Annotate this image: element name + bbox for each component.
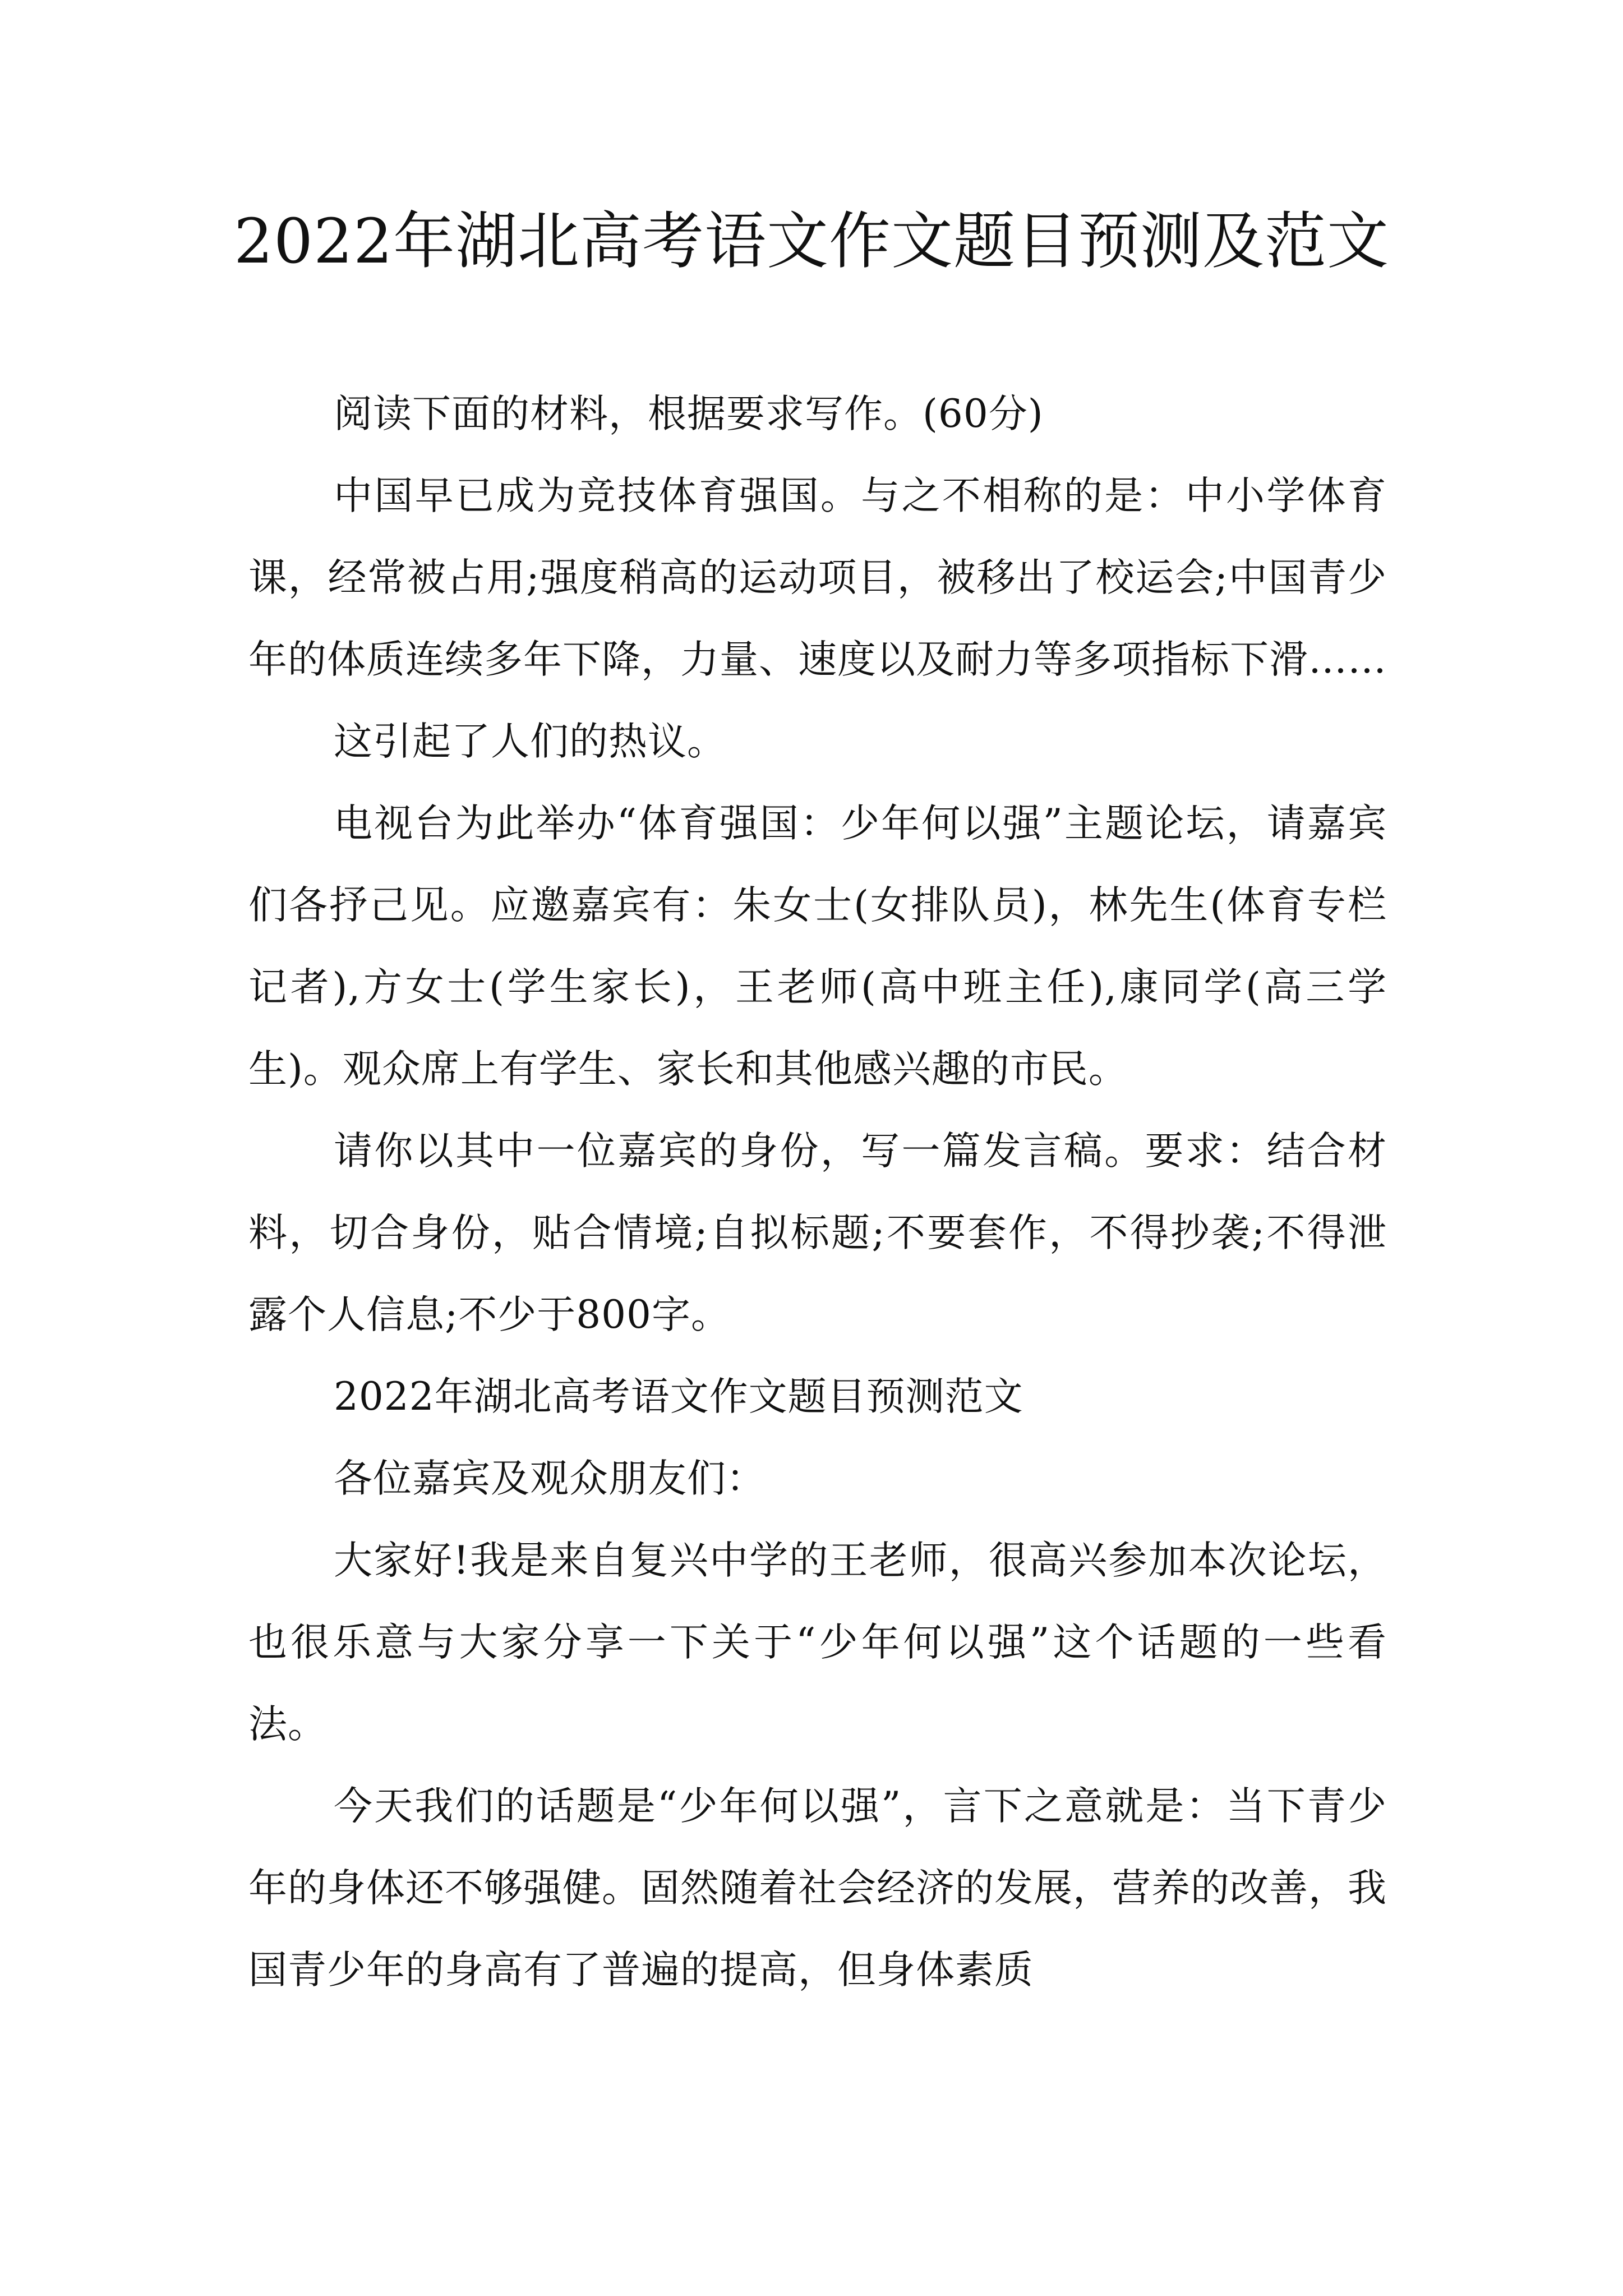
paragraph-requirements: 请你以其中一位嘉宾的身份，写一篇发言稿。要求：结合材料，切合身份，贴合情境;自拟标题;不要套作，不得抄袭;不得泄露个人信息;不少于800字。 [248, 1129, 1387, 1337]
paragraph-topic: 今天我们的话题是“少年何以强”，言下之意就是：当下青少年的身体还不够强健。固然随着社会经济的发展，营养的改善，我国青少年的身高有了普遍的提高，但身体素质 [248, 1784, 1387, 1993]
paragraph-greeting: 各位嘉宾及观众朋友们： [334, 1456, 766, 1501]
paragraph-introduction: 大家好!我是来自复兴中学的王老师，很高兴参加本次论坛，也很乐意与大家分享一下关于“少年何以强”这个话题的一些看法。 [248, 1538, 1387, 1747]
paragraph-prompt-instruction: 阅读下面的材料，根据要求写作。(60分) [334, 392, 1044, 436]
paragraph-forum: 电视台为此举办“体育强国：少年何以强”主题论坛，请嘉宾们各抒己见。应邀嘉宾有：朱女士(女排队员)，林先生(体育专栏记者),方女士(学生家长)，王老师(高中班主任),康同学(高三学生)。观众席上有学生、家长和其他感兴趣的市民。 [248, 801, 1387, 1092]
paragraph-material: 中国早已成为竞技体育强国。与之不相称的是：中小学体育课，经常被占用;强度稍高的运动项目，被移出了校运会;中国青少年的体质连续多年下降，力量、速度以及耐力等多项指标下滑…… [248, 473, 1387, 682]
paragraph-discussion: 这引起了人们的热议。 [334, 719, 726, 764]
document-title: 2022年湖北高考语文作文题目预测及范文 [234, 205, 1389, 277]
paragraph-sample-heading: 2022年湖北高考语文作文题目预测范文 [334, 1374, 1023, 1419]
document-body [248, 373, 1387, 2011]
